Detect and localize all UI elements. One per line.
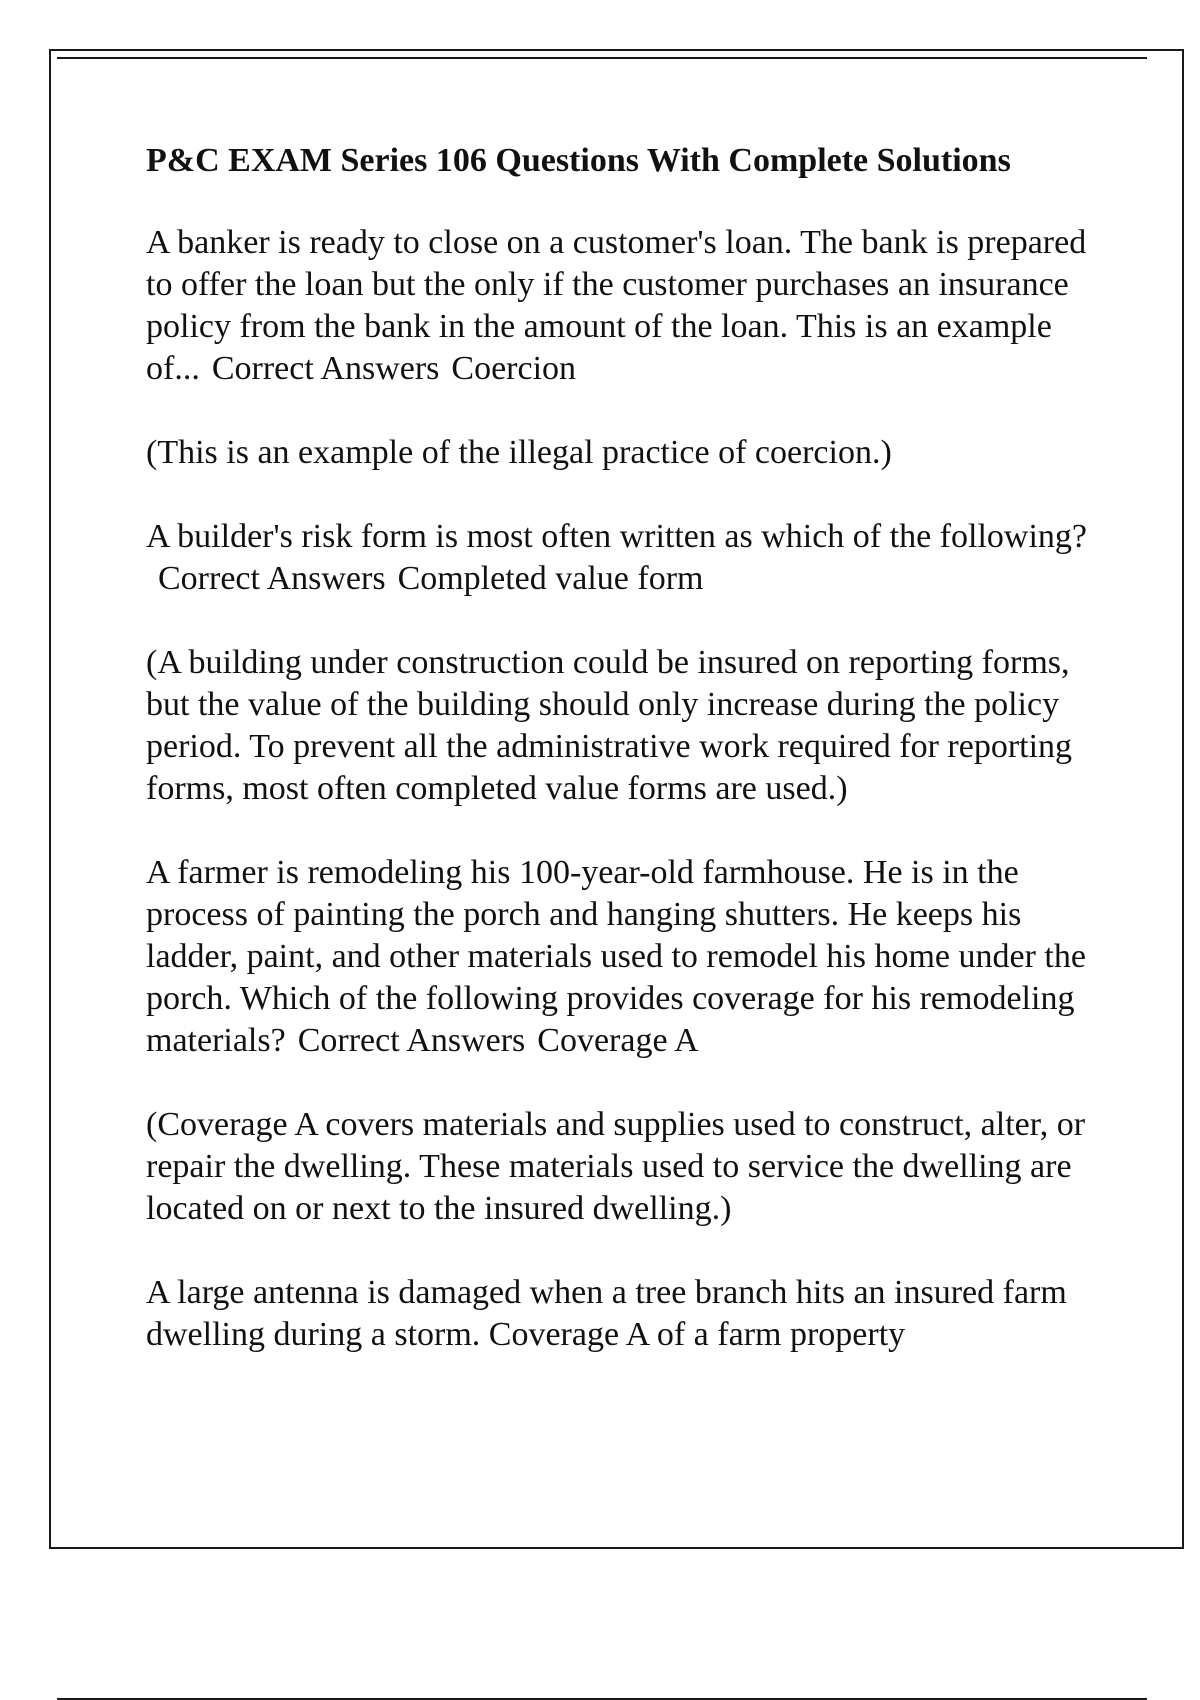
question-1 xyxy=(146,222,1106,390)
explanation-2: (A building under construction could be insured on reporting forms, but the value of the building should only increase during the policy period. To prevent all the administrative work required for reporting forms, most often completed value forms are used.) xyxy=(146,644,1073,807)
explanation-3: (Coverage A covers materials and supplies used to construct, alter, or repair the dwelling. These materials used to service the dwelling are located on or next to the insured dwelling.) xyxy=(146,1106,1086,1227)
answer-text: Completed value form xyxy=(397,560,704,597)
document-title: P&C EXAM Series 106 Questions With Complete Solutions xyxy=(146,142,1011,179)
question-3 xyxy=(146,852,1106,1062)
question-2 xyxy=(146,516,1106,600)
answer-text: Coercion xyxy=(451,350,577,387)
question-text: A banker is ready to close on a customer's loan. The bank is prepared to offer the loan but the only if the customer purchases an insurance policy from the bank in the amount of the loan. This is an example of... xyxy=(146,224,1087,387)
question-text: A farmer is remodeling his 100-year-old farmhouse. He is in the process of painting the porch and hanging shutters. He keeps his ladder, paint, and other materials used to remodel his home under the porch. Which of the following provides coverage for his remodeling materials? xyxy=(146,854,1086,1059)
correct-answers-label: Correct Answers xyxy=(297,1022,526,1059)
explanation-1: (This is an example of the illegal practice of coercion.) xyxy=(146,434,892,471)
document-body xyxy=(146,140,1106,1398)
question-4-partial: A large antenna is damaged when a tree branch hits an insured farm dwelling during a storm. Coverage A of a farm property xyxy=(146,1274,1067,1353)
correct-answers-label: Correct Answers xyxy=(158,560,386,597)
answer-text: Coverage A xyxy=(537,1022,699,1059)
correct-answers-label: Correct Answers xyxy=(211,350,440,387)
question-text: A builder's risk form is most often written as which of the following? xyxy=(146,518,1087,555)
